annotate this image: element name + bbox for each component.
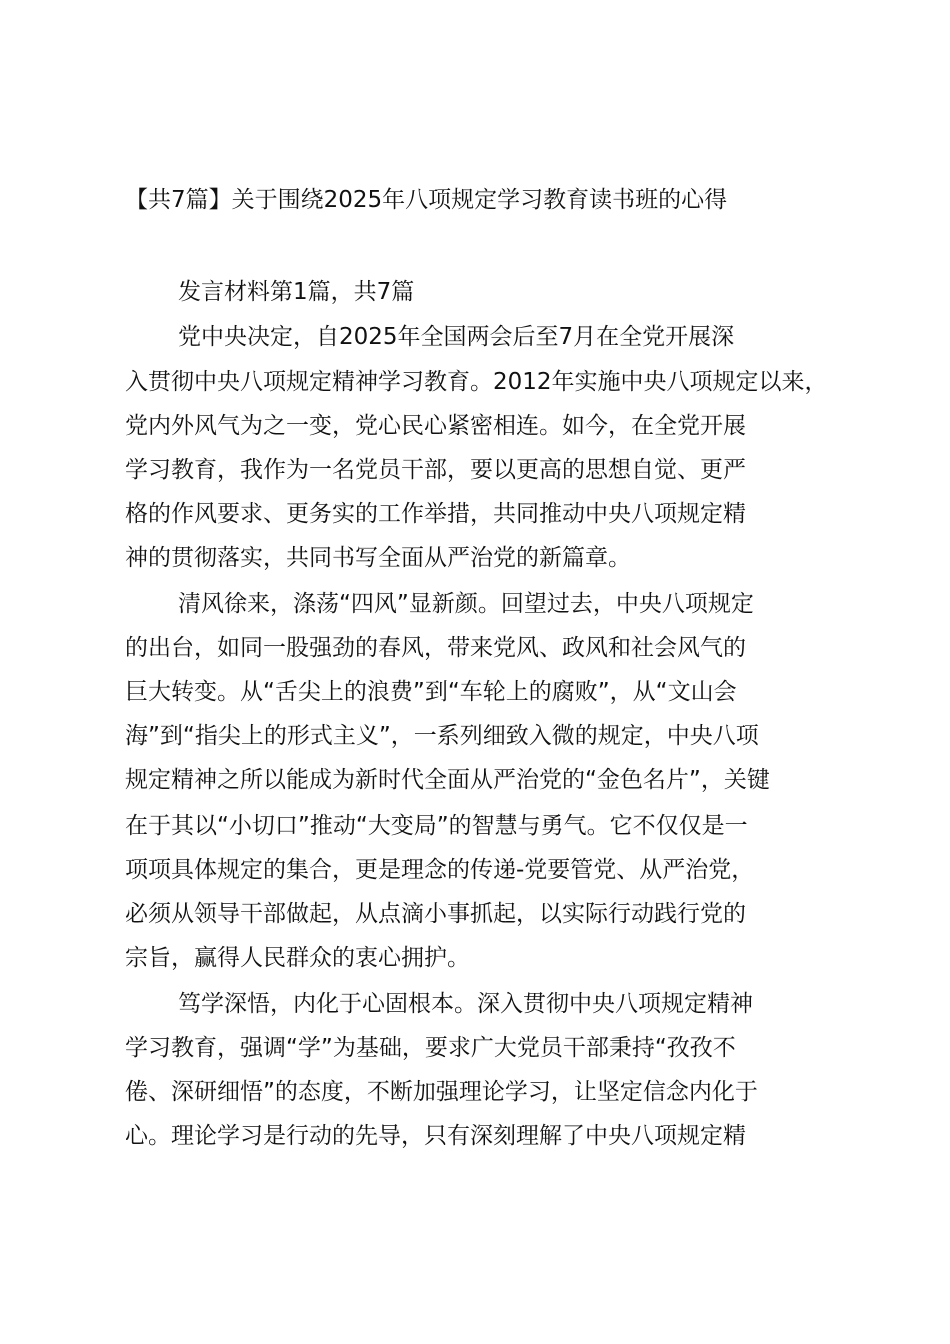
- paragraph-line: 入贯彻中央八项规定精神学习教育。2012年实施中央八项规定以来，: [125, 369, 828, 395]
- paragraph-line: 巨大转变。从“舌尖上的浪费”到“车轮上的腐败”，从“文山会: [125, 679, 737, 705]
- paragraph-line: 在于其以“小切口”推动“大变局”的智慧与勇气。它不仅仅是一: [125, 813, 748, 839]
- paragraph-line: 党内外风气为之一变，党心民心紧密相连。如今，在全党开展: [125, 413, 746, 439]
- paragraph-line: 必须从领导干部做起，从点滴小事抓起，以实际行动践行党的: [125, 901, 746, 927]
- paragraph-line: 清风徐来，涤荡“四风”显新颜。回望过去，中央八项规定: [178, 591, 754, 617]
- paragraph-line: 格的作风要求、更务实的工作举措，共同推动中央八项规定精: [125, 501, 746, 527]
- paragraph-line: 心。理论学习是行动的先导，只有深刻理解了中央八项规定精: [125, 1123, 746, 1149]
- document-title: 【共7篇】关于围绕2025年八项规定学习教育读书班的心得: [125, 187, 728, 213]
- document-subtitle: 发言材料第1篇，共7篇: [178, 279, 415, 305]
- paragraph-line: 倦、深研细悟”的态度，不断加强理论学习，让坚定信念内化于: [125, 1079, 758, 1105]
- paragraph-line: 的出台，如同一股强劲的春风，带来党风、政风和社会风气的: [125, 635, 746, 661]
- paragraph-line: 规定精神之所以能成为新时代全面从严治党的“金色名片”，关键: [125, 767, 770, 793]
- paragraph-line: 党中央决定，自2025年全国两会后至7月在全党开展深: [178, 324, 735, 350]
- paragraph-line: 宗旨，赢得人民群众的衷心拥护。: [125, 945, 470, 971]
- paragraph-line: 神的贯彻落实，共同书写全面从严治党的新篇章。: [125, 545, 631, 571]
- paragraph-line: 学习教育，强调“学”为基础，要求广大党员干部秉持“孜孜不: [125, 1035, 736, 1061]
- paragraph-line: 项项具体规定的集合，更是理念的传递-党要管党、从严治党，: [125, 857, 755, 883]
- paragraph-line: 学习教育，我作为一名党员干部，要以更高的思想自觉、更严: [125, 457, 746, 483]
- paragraph-line: 海”到“指尖上的形式主义”，一系列细致入微的规定，中央八项: [125, 723, 759, 749]
- paragraph-line: 笃学深悟，内化于心固根本。深入贯彻中央八项规定精神: [178, 991, 753, 1017]
